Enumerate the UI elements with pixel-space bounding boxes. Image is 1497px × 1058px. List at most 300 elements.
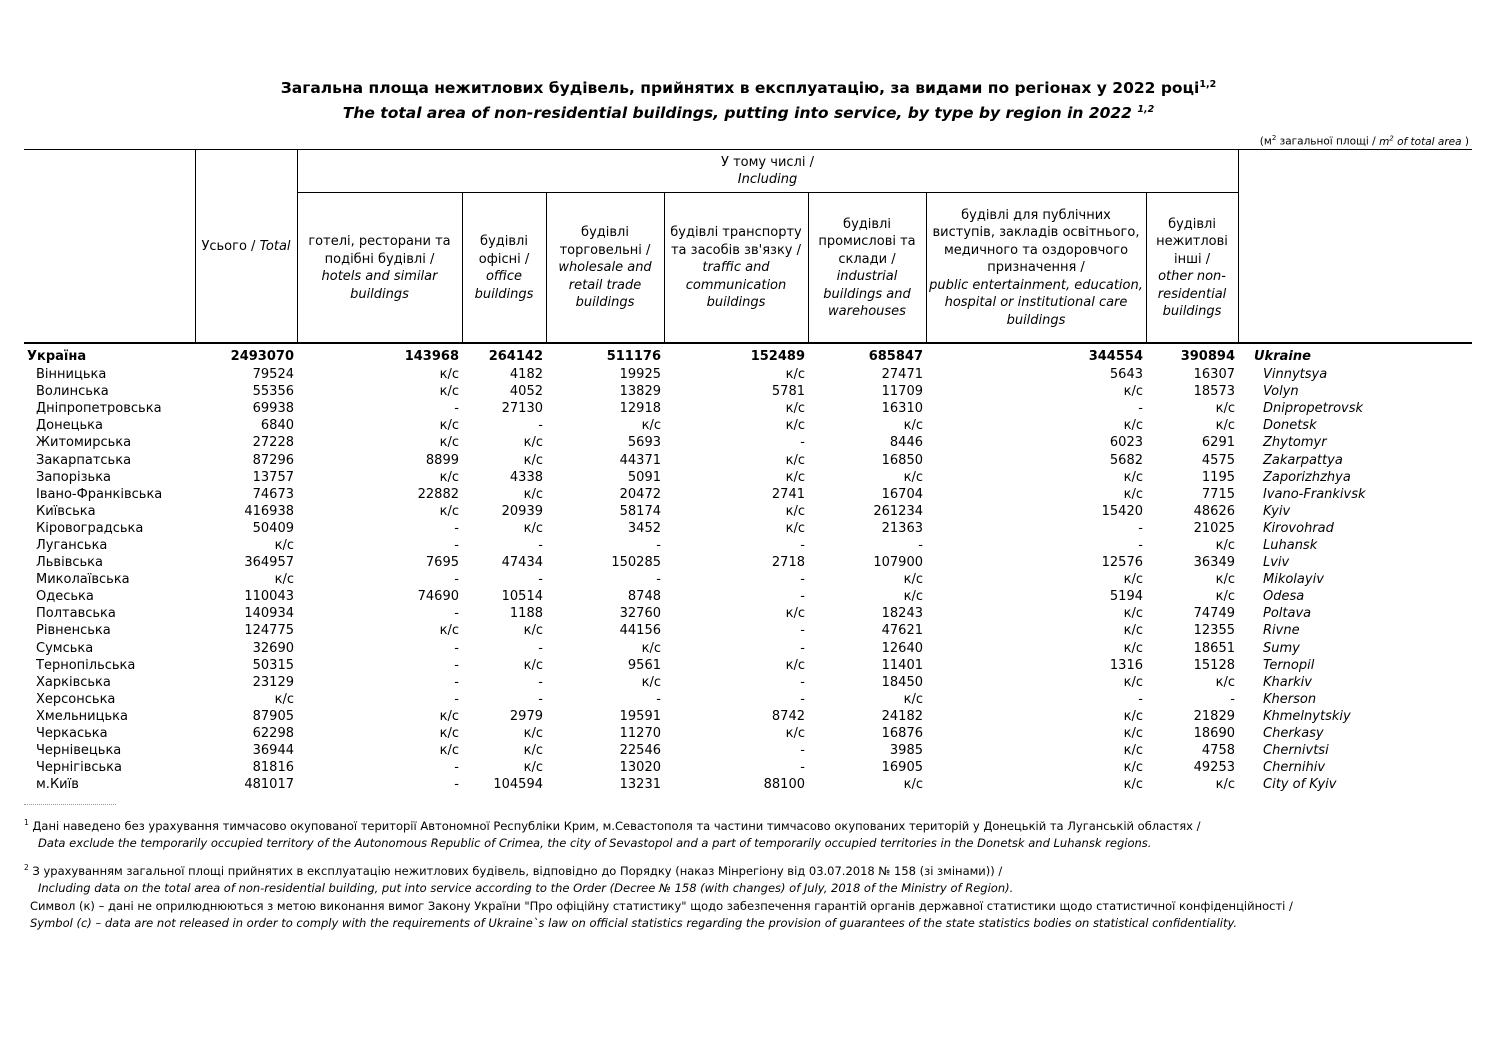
value-cell: 6291	[1201, 435, 1235, 451]
footnote-2-en: Including data on the total area of non-residential building, put into service according to the Order (Decree № 158 (with changes) of July, 2018 of the Ministry of Region).	[38, 881, 1014, 896]
value-cell: к/с	[1123, 418, 1143, 434]
value-cell: 7715	[1201, 486, 1235, 502]
value-cell: к/с	[439, 503, 459, 519]
value-cell: 27130	[501, 401, 543, 417]
region-name-en: Ternopil	[1263, 657, 1315, 673]
title-en-footnote-ref: 1,2	[1137, 104, 1155, 116]
table-row	[24, 400, 1472, 417]
value-cell: 27471	[881, 367, 923, 383]
region-name-uk: Харківська	[36, 674, 111, 690]
value-cell: 79524	[252, 367, 294, 383]
value-cell: -	[454, 691, 459, 707]
region-name-uk: Херсонська	[36, 691, 116, 707]
value-cell: к/с	[641, 640, 661, 656]
value-cell: 18690	[1193, 726, 1235, 742]
value-cell: к/с	[1123, 674, 1143, 690]
region-name-uk: Волинська	[36, 384, 109, 400]
value-cell: к/с	[439, 708, 459, 724]
region-name-en: Ivano-Frankivsk	[1263, 486, 1366, 502]
value-cell: 150285	[611, 555, 661, 571]
value-cell: 48626	[1193, 503, 1235, 519]
header-col-trade: будівлі торговельні / wholesale and retail trade buildings	[546, 193, 664, 344]
header-col-industrial: будівлі промислові та склади / industrial buildings and warehouses	[808, 193, 926, 344]
region-name-en: Kharkiv	[1263, 674, 1312, 690]
value-cell: 47434	[501, 555, 543, 571]
value-cell: 87296	[252, 452, 294, 468]
region-name-uk: Україна	[27, 348, 87, 364]
value-cell: 124775	[244, 623, 294, 639]
table-row	[24, 674, 1472, 691]
footnote-2-uk: $^2$ З урахуванням загальної площі прийнятих в експлуатацію нежитлових будівель, відповідно до Порядку (наказ Мінрегіону від 03.07.2018 № 158 (зі змінами)) /	[24, 862, 1003, 878]
value-cell: 13231	[619, 777, 661, 793]
value-cell: 18450	[881, 674, 923, 690]
value-cell: -	[1138, 691, 1143, 707]
region-name-uk: Полтавська	[36, 606, 116, 622]
table-row	[24, 554, 1472, 571]
title-block	[0, 74, 1497, 124]
value-cell: 1188	[509, 606, 543, 622]
value-cell: к/с	[523, 486, 543, 502]
region-name-uk: Сумська	[36, 640, 94, 656]
value-cell: -	[800, 589, 805, 605]
header-including: У тому числі / Including	[297, 150, 1238, 193]
value-cell: 47621	[881, 623, 923, 639]
value-cell: -	[454, 606, 459, 622]
value-cell: -	[1138, 520, 1143, 536]
region-name-en: Cherkasy	[1263, 726, 1324, 742]
value-cell: 55356	[252, 384, 294, 400]
value-cell: 12918	[619, 401, 661, 417]
region-name-uk: Луганська	[36, 537, 108, 553]
value-cell: 6023	[1109, 435, 1143, 451]
table-row	[24, 537, 1472, 554]
value-cell: к/с	[523, 435, 543, 451]
value-cell: -	[454, 520, 459, 536]
value-cell: 390894	[1180, 348, 1235, 364]
value-cell: -	[454, 572, 459, 588]
value-cell: к/с	[785, 606, 805, 622]
value-cell: к/с	[1123, 777, 1143, 793]
value-cell: -	[800, 640, 805, 656]
value-cell: 49253	[1193, 760, 1235, 776]
value-cell: 32690	[252, 640, 294, 656]
value-cell: -	[538, 572, 543, 588]
value-cell: к/с	[523, 726, 543, 742]
value-cell: 62298	[252, 726, 294, 742]
value-cell: 21025	[1193, 520, 1235, 536]
value-cell: -	[918, 537, 923, 553]
value-cell: -	[538, 537, 543, 553]
value-cell: к/с	[1123, 623, 1143, 639]
value-cell: к/с	[1123, 640, 1143, 656]
value-cell: -	[1138, 401, 1143, 417]
value-cell: к/с	[1123, 384, 1143, 400]
region-name-uk: Черкаська	[36, 726, 108, 742]
value-cell: 21829	[1193, 708, 1235, 724]
header-bottom-rule	[24, 342, 1472, 343]
value-cell: 261234	[873, 503, 923, 519]
value-cell: 7695	[425, 555, 459, 571]
table-row	[24, 588, 1472, 605]
header-region-en-cell	[1238, 150, 1472, 344]
region-name-uk: Одеська	[36, 589, 94, 605]
table-row	[24, 759, 1472, 776]
value-cell: 1316	[1109, 657, 1143, 673]
region-name-uk: Івано-Франківська	[36, 486, 163, 502]
table-row	[24, 383, 1472, 400]
value-cell: -	[1138, 537, 1143, 553]
value-cell: 143968	[404, 348, 459, 364]
value-cell: к/с	[523, 520, 543, 536]
value-cell: к/с	[903, 777, 923, 793]
value-cell: 5682	[1109, 452, 1143, 468]
value-cell: 13020	[619, 760, 661, 776]
table-row	[24, 605, 1472, 622]
value-cell: 50315	[252, 657, 294, 673]
value-cell: 4758	[1201, 743, 1235, 759]
value-cell: 152489	[750, 348, 805, 364]
value-cell: -	[538, 691, 543, 707]
region-name-uk: Донецька	[36, 418, 103, 434]
region-name-uk: Миколаївська	[36, 572, 130, 588]
value-cell: к/с	[274, 691, 294, 707]
region-name-uk: Житомирська	[36, 435, 132, 451]
value-cell: к/с	[785, 401, 805, 417]
data-table-body	[24, 346, 1472, 793]
value-cell: 44371	[619, 452, 661, 468]
title-uk-footnote-ref: 1,2	[1199, 79, 1217, 90]
region-name-en: Zaporizhzhya	[1263, 469, 1351, 485]
value-cell: 3985	[889, 743, 923, 759]
table-row	[24, 691, 1472, 708]
region-name-uk: Тернопільська	[36, 657, 136, 673]
header-col-public: будівлі для публічних виступів, закладів освітнього, медичного та оздоровчого призначення / public entertainment, education, hospital or institutional care buildings	[926, 193, 1146, 344]
value-cell: к/с	[1215, 777, 1235, 793]
region-name-en: Chernihiv	[1263, 760, 1326, 776]
value-cell: -	[538, 640, 543, 656]
region-name-en: Volyn	[1263, 384, 1299, 400]
region-name-en: Kherson	[1263, 691, 1317, 707]
value-cell: к/с	[903, 469, 923, 485]
value-cell: 140934	[244, 606, 294, 622]
table-row	[24, 520, 1472, 537]
value-cell: 110043	[244, 589, 294, 605]
footnote-separator	[24, 804, 116, 805]
value-cell: -	[800, 760, 805, 776]
value-cell: 36944	[252, 743, 294, 759]
value-cell: к/с	[523, 760, 543, 776]
region-name-en: Luhansk	[1263, 537, 1318, 553]
header-total: Усього / Total	[195, 150, 297, 344]
region-name-en: Mikolayiv	[1263, 572, 1324, 588]
value-cell: 16307	[1193, 367, 1235, 383]
header-region-uk-cell	[24, 150, 195, 344]
value-cell: -	[454, 777, 459, 793]
region-name-en: Rivne	[1263, 623, 1300, 639]
value-cell: 344554	[1088, 348, 1143, 364]
value-cell: 44156	[619, 623, 661, 639]
region-name-uk: Кіровоградська	[36, 520, 144, 536]
value-cell: к/с	[439, 623, 459, 639]
value-cell: 11270	[619, 726, 661, 742]
value-cell: 8899	[425, 452, 459, 468]
table-row	[24, 622, 1472, 639]
value-cell: к/с	[439, 743, 459, 759]
symbol-note-uk: Символ (к) – дані не оприлюднюються з метою виконання вимог Закону України "Про офіційну статистику" щодо забезпечення гарантій органів державної статистики щодо статистичної конфіденційності /	[30, 898, 1293, 913]
value-cell: к/с	[1123, 606, 1143, 622]
value-cell: к/с	[785, 657, 805, 673]
symbol-note-en: Symbol (c) – data are not released in order to comply with the requirements of Ukraine`s law on official statistics regarding the provision of guarantees of the state statistics bodies on statistical confidentiality.	[30, 916, 1238, 931]
value-cell: 81816	[252, 760, 294, 776]
value-cell: -	[538, 418, 543, 434]
value-cell: 481017	[244, 777, 294, 793]
table-header	[24, 149, 1472, 344]
table-row	[24, 503, 1472, 520]
table-row	[24, 366, 1472, 383]
value-cell: -	[454, 674, 459, 690]
value-cell: 36349	[1193, 555, 1235, 571]
table-row	[24, 451, 1472, 468]
value-cell: 16905	[881, 760, 923, 776]
value-cell: 15420	[1101, 503, 1143, 519]
value-cell: 416938	[244, 503, 294, 519]
value-cell: к/с	[1123, 486, 1143, 502]
value-cell: 2493070	[230, 348, 294, 364]
value-cell: -	[538, 674, 543, 690]
value-cell: к/с	[1123, 572, 1143, 588]
value-cell: 5091	[627, 469, 661, 485]
value-cell: 20472	[619, 486, 661, 502]
value-cell: к/с	[785, 367, 805, 383]
value-cell: 264142	[488, 348, 543, 364]
table-row	[24, 434, 1472, 451]
region-name-en: Lviv	[1263, 555, 1290, 571]
value-cell: 13757	[252, 469, 294, 485]
value-cell: 19925	[619, 367, 661, 383]
value-cell: -	[656, 572, 661, 588]
value-cell: 74749	[1193, 606, 1235, 622]
region-name-en: Kirovohrad	[1263, 520, 1334, 536]
value-cell: -	[800, 537, 805, 553]
value-cell: 685847	[868, 348, 923, 364]
value-cell: 74690	[417, 589, 459, 605]
region-name-uk: Чернігівська	[36, 760, 123, 776]
region-name-en: Ukraine	[1254, 348, 1311, 364]
value-cell: 23129	[252, 674, 294, 690]
value-cell: 10514	[501, 589, 543, 605]
value-cell: к/с	[1123, 708, 1143, 724]
region-name-uk: Київська	[36, 503, 96, 519]
value-cell: -	[800, 572, 805, 588]
value-cell: -	[656, 691, 661, 707]
value-cell: к/с	[1215, 537, 1235, 553]
value-cell: 22882	[417, 486, 459, 502]
total-row	[24, 346, 1472, 366]
value-cell: 16876	[881, 726, 923, 742]
value-cell: к/с	[1215, 674, 1235, 690]
value-cell: к/с	[439, 384, 459, 400]
table-row	[24, 571, 1472, 588]
region-name-en: Khmelnytskiy	[1263, 708, 1351, 724]
region-name-uk: Вінницька	[36, 367, 107, 383]
value-cell: 69938	[252, 401, 294, 417]
value-cell: -	[454, 657, 459, 673]
region-name-en: Donetsk	[1263, 418, 1317, 434]
value-cell: 18573	[1193, 384, 1235, 400]
value-cell: -	[1230, 691, 1235, 707]
value-cell: к/с	[439, 367, 459, 383]
region-name-uk: Рівненська	[36, 623, 111, 639]
footnote-1-en: Data exclude the temporarily occupied territory of the Autonomous Republic of Crimea, the city of Sevastopol and a part of temporarily occupied territories in the Donetsk and Luhansk regions.	[38, 836, 1152, 851]
value-cell: 19591	[619, 708, 661, 724]
value-cell: 5194	[1109, 589, 1143, 605]
footnotes	[24, 814, 1464, 933]
value-cell: 12640	[881, 640, 923, 656]
value-cell: 16310	[881, 401, 923, 417]
value-cell: 5781	[771, 384, 805, 400]
value-cell: -	[800, 743, 805, 759]
value-cell: к/с	[274, 572, 294, 588]
region-name-uk: Чернівецька	[36, 743, 122, 759]
value-cell: 50409	[252, 520, 294, 536]
value-cell: 8748	[627, 589, 661, 605]
value-cell: 4575	[1201, 452, 1235, 468]
value-cell: к/с	[274, 537, 294, 553]
header-col-transport: будівлі транспорту та засобів зв'язку / traffic and communication buildings	[664, 193, 808, 344]
footnote-1-uk: $^1$ Дані наведено без урахування тимчасово окупованої території Автономної Республіки Крим, м.Севастополя та частини тимчасово окупованих територій у Донецькій та Луганській областях /	[24, 818, 1201, 833]
value-cell: к/с	[1215, 589, 1235, 605]
value-cell: 12355	[1193, 623, 1235, 639]
table-row	[24, 469, 1472, 486]
value-cell: к/с	[523, 743, 543, 759]
value-cell: 27228	[252, 435, 294, 451]
value-cell: к/с	[439, 726, 459, 742]
value-cell: к/с	[903, 691, 923, 707]
value-cell: -	[800, 623, 805, 639]
value-cell: к/с	[523, 623, 543, 639]
header-col-other: будівлі нежитлові інші / other non-residential buildings	[1146, 193, 1238, 344]
value-cell: -	[454, 537, 459, 553]
value-cell: -	[454, 640, 459, 656]
units-note: ($м^2$ загальної площі / $m^2$ of total area )	[1259, 134, 1469, 148]
value-cell: к/с	[785, 726, 805, 742]
value-cell: 4338	[509, 469, 543, 485]
value-cell: 21363	[881, 520, 923, 536]
region-name-en: Kyiv	[1263, 503, 1291, 519]
value-cell: 16850	[881, 452, 923, 468]
value-cell: к/с	[523, 657, 543, 673]
region-name-uk: Закарпатська	[36, 452, 132, 468]
value-cell: к/с	[785, 520, 805, 536]
value-cell: 2741	[771, 486, 805, 502]
region-name-uk: Хмельницька	[36, 708, 128, 724]
value-cell: 22546	[619, 743, 661, 759]
value-cell: 9561	[627, 657, 661, 673]
value-cell: к/с	[1123, 760, 1143, 776]
region-name-en: Poltava	[1263, 606, 1312, 622]
value-cell: 20939	[501, 503, 543, 519]
value-cell: 88100	[763, 777, 805, 793]
value-cell: 104594	[493, 777, 543, 793]
value-cell: 2718	[771, 555, 805, 571]
title-ukrainian: Загальна площа нежитлових будівель, прийнятих в експлуатацію, за видами по регіонах у 2022 році$^{1,2}$	[280, 79, 1217, 98]
value-cell: 18651	[1193, 640, 1235, 656]
value-cell: к/с	[903, 572, 923, 588]
table-row	[24, 708, 1472, 725]
value-cell: 13829	[619, 384, 661, 400]
table-row	[24, 776, 1472, 793]
value-cell: 511176	[606, 348, 661, 364]
title-english: The total area of non-residential buildings, putting into service, by type by region in 2022 $^{1,2}$	[342, 104, 1155, 123]
value-cell: к/с	[641, 674, 661, 690]
region-name-en: Vinnytsya	[1263, 367, 1328, 383]
value-cell: 4052	[509, 384, 543, 400]
region-name-en: Zhytomyr	[1263, 435, 1327, 451]
value-cell: к/с	[785, 452, 805, 468]
value-cell: к/с	[439, 418, 459, 434]
value-cell: 3452	[627, 520, 661, 536]
value-cell: 6840	[260, 418, 294, 434]
value-cell: 11709	[881, 384, 923, 400]
value-cell: 1195	[1201, 469, 1235, 485]
region-name-en: Zakarpattya	[1263, 452, 1343, 468]
value-cell: 15128	[1193, 657, 1235, 673]
value-cell: к/с	[903, 589, 923, 605]
region-name-en: City of Kyiv	[1263, 777, 1337, 793]
value-cell: 5643	[1109, 367, 1143, 383]
header-col-hotels: готелі, ресторани та подібні будівлі / hotels and similar buildings	[297, 193, 462, 344]
value-cell: к/с	[1215, 572, 1235, 588]
table-row	[24, 725, 1472, 742]
value-cell: -	[800, 435, 805, 451]
value-cell: 364957	[244, 555, 294, 571]
value-cell: к/с	[439, 435, 459, 451]
value-cell: к/с	[439, 469, 459, 485]
value-cell: к/с	[641, 418, 661, 434]
header-col-office: будівлі офісні / office buildings	[462, 193, 546, 344]
value-cell: 2979	[509, 708, 543, 724]
value-cell: к/с	[1215, 418, 1235, 434]
value-cell: -	[800, 674, 805, 690]
table-row	[24, 657, 1472, 674]
value-cell: к/с	[523, 452, 543, 468]
value-cell: к/с	[1215, 401, 1235, 417]
table-row	[24, 486, 1472, 503]
region-name-uk: Львівська	[36, 555, 103, 571]
table-row	[24, 742, 1472, 759]
value-cell: 58174	[619, 503, 661, 519]
value-cell: 5693	[627, 435, 661, 451]
region-name-uk: Запорізька	[36, 469, 112, 485]
table-row	[24, 640, 1472, 657]
data-table	[24, 346, 1472, 793]
value-cell: к/с	[1123, 726, 1143, 742]
table-row	[24, 417, 1472, 434]
value-cell: к/с	[785, 418, 805, 434]
region-name-en: Sumy	[1263, 640, 1300, 656]
value-cell: 24182	[881, 708, 923, 724]
value-cell: 8446	[889, 435, 923, 451]
value-cell: 87905	[252, 708, 294, 724]
value-cell: 8742	[771, 708, 805, 724]
value-cell: 12576	[1101, 555, 1143, 571]
value-cell: к/с	[1123, 469, 1143, 485]
value-cell: -	[454, 760, 459, 776]
value-cell: -	[800, 691, 805, 707]
value-cell: 32760	[619, 606, 661, 622]
region-name-uk: м.Київ	[36, 777, 79, 793]
region-name-en: Odesa	[1263, 589, 1305, 605]
